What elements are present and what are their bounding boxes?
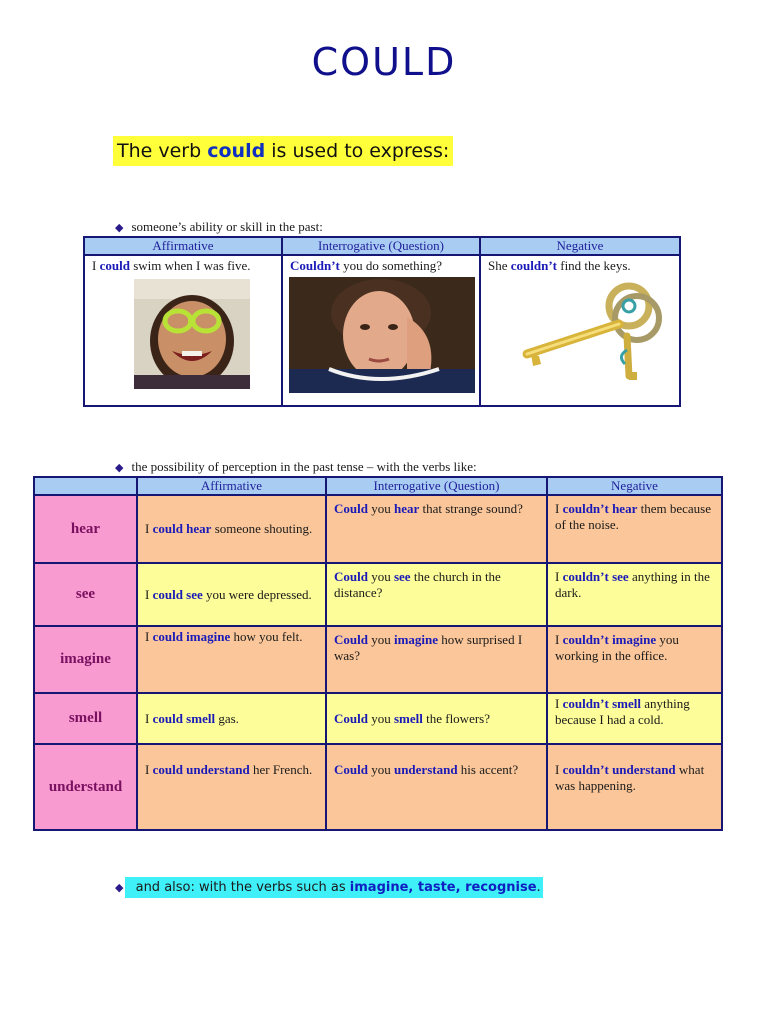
negative-cell bbox=[547, 744, 722, 830]
text-keyword: couldn’t see bbox=[562, 569, 629, 584]
text-keyword: couldn’t hear bbox=[562, 501, 638, 516]
footer-highlight bbox=[125, 877, 542, 898]
text-plain: her French. bbox=[249, 762, 313, 777]
ability-affirmative-text bbox=[86, 257, 280, 274]
ability-affirmative-cell bbox=[84, 255, 282, 406]
cell-text bbox=[139, 587, 324, 603]
affirmative-cell bbox=[137, 693, 326, 744]
cell-text bbox=[328, 628, 545, 664]
subtitle-keyword: could bbox=[207, 140, 266, 162]
cell-text bbox=[139, 628, 324, 645]
text-plain: how surprised I was? bbox=[334, 632, 523, 663]
text-plain: I bbox=[145, 762, 153, 777]
text-plain: you bbox=[367, 710, 394, 726]
text-keyword: Could bbox=[334, 569, 368, 584]
cell-text bbox=[549, 628, 720, 664]
table-row bbox=[34, 744, 722, 830]
text-plain: you bbox=[367, 501, 394, 516]
header-interrogative: Interrogative (Question) bbox=[326, 477, 547, 495]
girl-with-goggles-image bbox=[134, 279, 250, 389]
affirmative-cell bbox=[137, 495, 326, 563]
verb-cell: hear bbox=[34, 495, 137, 563]
table-row bbox=[34, 495, 722, 563]
affirmative-cell bbox=[137, 744, 326, 830]
text-keyword: could imagine bbox=[152, 629, 231, 644]
text-plain: find the keys. bbox=[556, 258, 631, 273]
cell-text bbox=[328, 565, 545, 601]
bullet-ability bbox=[115, 219, 323, 235]
text-keyword: could hear bbox=[152, 521, 212, 536]
text-plain: I bbox=[145, 521, 153, 536]
bullet-ability-text: someone’s ability or skill in the past: bbox=[131, 219, 323, 234]
interrogative-cell bbox=[326, 693, 547, 744]
thinking-boy-image bbox=[289, 277, 475, 393]
header-empty bbox=[34, 477, 137, 495]
verb-cell: imagine bbox=[34, 626, 137, 693]
text-keyword: hear bbox=[393, 501, 420, 516]
text-plain: She bbox=[488, 258, 511, 273]
cell-text bbox=[549, 497, 720, 533]
verb-cell: understand bbox=[34, 744, 137, 830]
text-plain: I bbox=[145, 586, 153, 602]
text-plain: you were depressed. bbox=[202, 586, 312, 602]
text-keyword: see bbox=[393, 569, 411, 584]
text-plain: you bbox=[367, 569, 394, 584]
ability-interrogative-cell bbox=[282, 255, 480, 406]
cell-text bbox=[328, 497, 545, 517]
text-plain: you bbox=[367, 762, 394, 777]
text-plain: I bbox=[145, 710, 153, 726]
ability-negative-cell bbox=[480, 255, 680, 406]
cell-text bbox=[549, 565, 720, 601]
text-keyword: understand bbox=[393, 762, 458, 777]
text-keyword: imagine bbox=[393, 632, 439, 647]
subtitle-text-end: is used to express: bbox=[265, 140, 450, 162]
text-plain: I bbox=[92, 258, 100, 273]
text-plain: gas. bbox=[215, 710, 239, 726]
text-plain: anything because I had a cold. bbox=[555, 696, 690, 727]
negative-cell bbox=[547, 495, 722, 563]
keys-image bbox=[507, 280, 667, 390]
text-keyword: could bbox=[99, 258, 130, 273]
diamond-bullet-icon: ◆ bbox=[115, 222, 124, 234]
text-plain: what was happening. bbox=[555, 762, 705, 793]
text-plain: I bbox=[555, 696, 563, 711]
footer-keywords: imagine, taste, recognise bbox=[349, 880, 537, 895]
text-keyword: couldn’t bbox=[510, 258, 557, 273]
text-plain: them because of the noise. bbox=[555, 501, 711, 532]
interrogative-cell bbox=[326, 563, 547, 626]
text-keyword: Could bbox=[334, 501, 368, 516]
cell-text bbox=[549, 746, 720, 794]
text-plain: how you felt. bbox=[230, 629, 303, 644]
subtitle-text: The verb bbox=[117, 140, 208, 162]
table-row bbox=[34, 626, 722, 693]
footer-note bbox=[115, 880, 543, 895]
text-plain: the flowers? bbox=[422, 710, 490, 726]
cell-text bbox=[139, 746, 324, 778]
header-affirmative: Affirmative bbox=[137, 477, 326, 495]
text-keyword: could understand bbox=[152, 762, 250, 777]
header-negative: Negative bbox=[480, 237, 680, 255]
negative-cell bbox=[547, 626, 722, 693]
ability-table bbox=[83, 236, 681, 407]
text-plain: you working in the office. bbox=[555, 632, 679, 663]
diamond-bullet-icon: ◆ bbox=[115, 462, 124, 474]
footer-text-end: . bbox=[536, 880, 541, 895]
ability-negative-text bbox=[482, 257, 678, 274]
text-plain: I bbox=[555, 501, 563, 516]
text-plain: someone shouting. bbox=[211, 521, 313, 536]
text-keyword: smell bbox=[393, 710, 423, 726]
text-keyword: couldn’t smell bbox=[562, 696, 641, 711]
table-row bbox=[34, 693, 722, 744]
ability-interrogative-text bbox=[284, 257, 478, 274]
affirmative-cell bbox=[137, 563, 326, 626]
verb-cell: smell bbox=[34, 693, 137, 744]
interrogative-cell bbox=[326, 495, 547, 563]
diamond-bullet-icon: ◆ bbox=[115, 881, 124, 894]
header-affirmative: Affirmative bbox=[84, 237, 282, 255]
perception-table bbox=[33, 476, 723, 831]
bullet-perception bbox=[115, 459, 477, 475]
text-keyword: couldn’t understand bbox=[562, 762, 676, 777]
text-keyword: could see bbox=[152, 586, 203, 602]
table-row bbox=[34, 563, 722, 626]
text-plain: I bbox=[555, 569, 563, 584]
text-keyword: couldn’t imagine bbox=[562, 632, 657, 647]
cell-text bbox=[328, 711, 545, 727]
cell-text bbox=[549, 695, 720, 728]
text-keyword: Could bbox=[334, 632, 368, 647]
verb-cell: see bbox=[34, 563, 137, 626]
text-plain: you do something? bbox=[339, 258, 443, 273]
text-plain: the church in the distance? bbox=[334, 569, 501, 600]
cell-text bbox=[139, 711, 324, 727]
text-plain: his accent? bbox=[457, 762, 519, 777]
text-plain: I bbox=[555, 762, 563, 777]
header-interrogative: Interrogative (Question) bbox=[282, 237, 480, 255]
affirmative-cell bbox=[137, 626, 326, 693]
bullet-perception-text: the possibility of perception in the past tense – with the verbs like: bbox=[131, 459, 477, 474]
interrogative-cell bbox=[326, 744, 547, 830]
text-plain: that strange sound? bbox=[419, 501, 523, 516]
text-plain: anything in the dark. bbox=[555, 569, 710, 600]
text-plain: you bbox=[367, 632, 394, 647]
negative-cell bbox=[547, 693, 722, 744]
interrogative-cell bbox=[326, 626, 547, 693]
text-keyword: Could bbox=[334, 710, 368, 726]
subtitle bbox=[113, 136, 453, 166]
cell-text bbox=[328, 746, 545, 778]
text-plain: I bbox=[145, 629, 153, 644]
text-plain: swim when I was five. bbox=[129, 258, 251, 273]
page-title: COULD bbox=[311, 40, 457, 84]
negative-cell bbox=[547, 563, 722, 626]
header-negative: Negative bbox=[547, 477, 722, 495]
footer-text: and also: with the verbs such as bbox=[131, 880, 350, 895]
text-keyword: Could bbox=[334, 762, 368, 777]
text-plain: I bbox=[555, 632, 563, 647]
text-keyword: Couldn’t bbox=[290, 258, 340, 273]
cell-text bbox=[139, 521, 324, 537]
text-keyword: could smell bbox=[152, 710, 216, 726]
